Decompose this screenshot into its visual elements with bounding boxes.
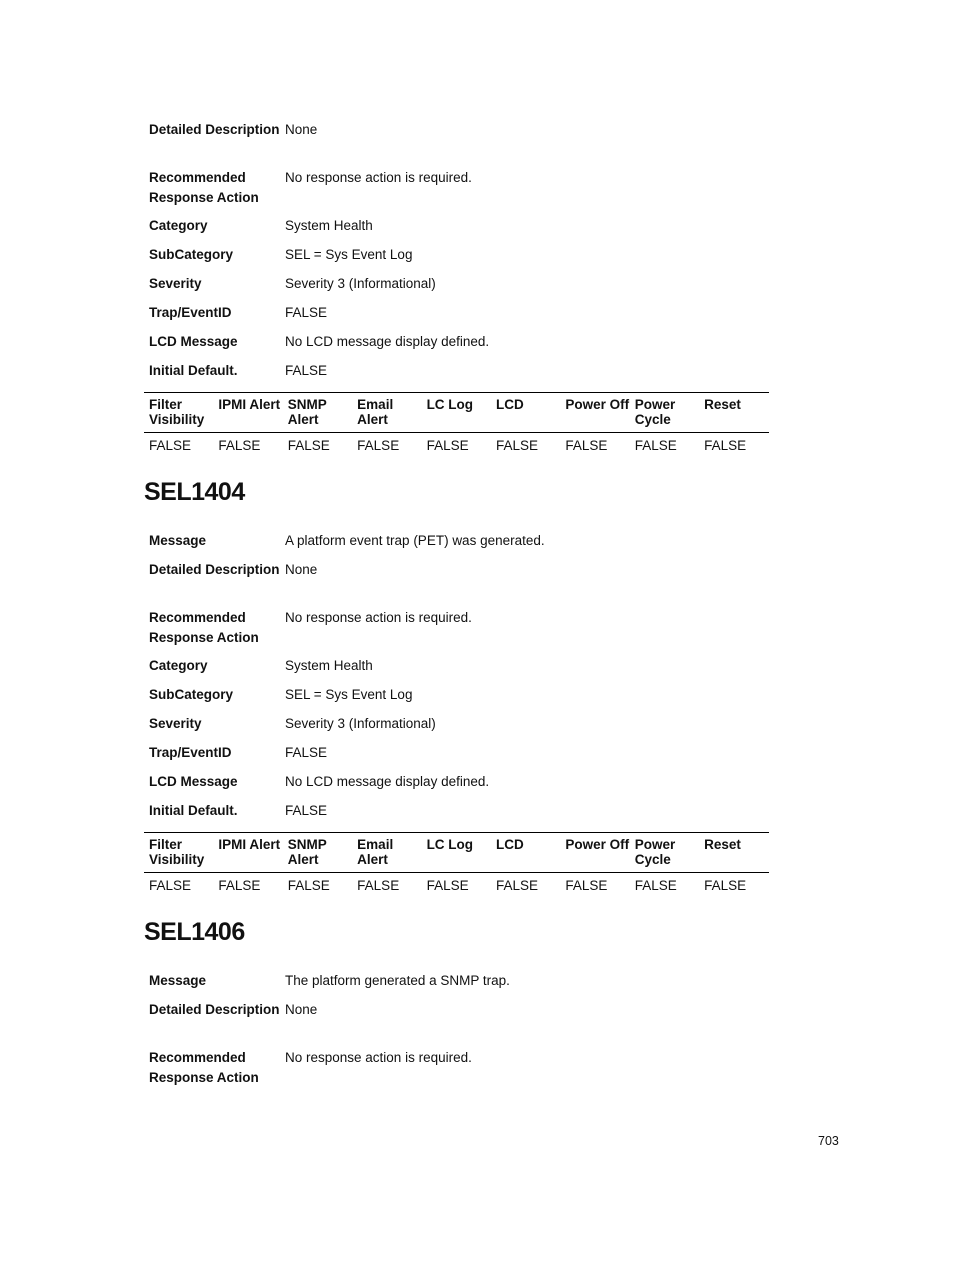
column-header: LCD (495, 397, 524, 412)
column-header: Reset (704, 837, 741, 852)
field-label: Recommended Response Action (149, 610, 259, 645)
section-title-sel1404: SEL1404 (144, 478, 245, 506)
detail-row-recommended-response-action (149, 1048, 769, 1096)
detail-row-recommended-response-action (149, 168, 769, 216)
detail-row-severity (149, 714, 769, 743)
detail-row-category (149, 216, 769, 245)
event-details-sel-previous (149, 120, 769, 390)
table-cell: FALSE (426, 878, 469, 893)
field-value: No response action is required. (285, 1050, 472, 1065)
detail-row-lcd-message (149, 772, 769, 801)
table-header-row (144, 393, 769, 433)
table-cell: FALSE (704, 438, 747, 453)
event-details-sel1406 (149, 971, 769, 1096)
field-value: System Health (285, 658, 373, 673)
table-cell: FALSE (218, 438, 261, 453)
table-cell: FALSE (495, 878, 538, 893)
detail-row-detailed-description (149, 560, 769, 608)
table-cell: FALSE (565, 438, 608, 453)
field-label: Category (149, 218, 208, 233)
field-value: SEL = Sys Event Log (285, 247, 413, 262)
column-header: Email Alert (357, 837, 394, 867)
table-cell: FALSE (495, 438, 538, 453)
page-number: 703 (818, 1134, 839, 1148)
table-cell: FALSE (357, 878, 400, 893)
field-value: System Health (285, 218, 373, 233)
alert-actions-table (144, 392, 769, 454)
field-value: None (285, 1002, 318, 1017)
detail-row-lcd-message (149, 332, 769, 361)
field-label: LCD Message (149, 774, 238, 789)
table-cell: FALSE (287, 878, 330, 893)
detail-row-message (149, 971, 769, 1000)
detail-row-initial-default (149, 361, 769, 390)
field-label: Category (149, 658, 208, 673)
column-header: Email Alert (357, 397, 394, 427)
detail-row-subcategory (149, 245, 769, 274)
table-cell: FALSE (287, 438, 330, 453)
column-header: Power Off (565, 397, 630, 412)
field-value: No response action is required. (285, 170, 472, 185)
column-header: LC Log (426, 837, 474, 852)
column-header: Power Cycle (634, 397, 676, 427)
detail-row-detailed-description (149, 1000, 769, 1048)
detail-row-category (149, 656, 769, 685)
field-label: Trap/EventID (149, 305, 232, 320)
field-label: Severity (149, 276, 202, 291)
field-value: No LCD message display defined. (285, 334, 490, 349)
field-label: Initial Default. (149, 803, 238, 818)
event-details-sel1404 (149, 531, 769, 830)
field-value: None (285, 562, 318, 577)
field-value: No LCD message display defined. (285, 774, 490, 789)
column-header: Filter Visibility (149, 397, 205, 427)
column-header: Power Off (565, 837, 630, 852)
field-value: FALSE (285, 745, 328, 760)
column-header: LC Log (426, 397, 474, 412)
field-label: Severity (149, 716, 202, 731)
detail-row-detailed-description (149, 120, 769, 168)
detail-row-message (149, 531, 769, 560)
field-value: FALSE (285, 305, 328, 320)
field-label: Detailed Description (149, 1002, 280, 1017)
field-value: Severity 3 (Informational) (285, 276, 436, 291)
field-label: Message (149, 533, 207, 548)
field-value: FALSE (285, 363, 328, 378)
field-label: Detailed Description (149, 122, 280, 137)
table-cell: FALSE (357, 438, 400, 453)
field-value: The platform generated a SNMP trap. (285, 973, 510, 988)
detail-row-severity (149, 274, 769, 303)
column-header: LCD (495, 837, 524, 852)
table-cell: FALSE (218, 878, 261, 893)
field-value: A platform event trap (PET) was generated. (285, 533, 545, 548)
column-header: Filter Visibility (149, 837, 205, 867)
field-label: Recommended Response Action (149, 1050, 259, 1085)
field-label: Recommended Response Action (149, 170, 259, 205)
column-header: Reset (704, 397, 741, 412)
detail-row-trap-event-id (149, 743, 769, 772)
field-value: No response action is required. (285, 610, 472, 625)
field-value: Severity 3 (Informational) (285, 716, 436, 731)
table-header-row (144, 833, 769, 873)
table-cell: FALSE (565, 878, 608, 893)
table-cell: FALSE (634, 878, 677, 893)
field-label: LCD Message (149, 334, 238, 349)
field-label: Detailed Description (149, 562, 280, 577)
detail-row-subcategory (149, 685, 769, 714)
alert-actions-table (144, 832, 769, 894)
table-cell: FALSE (426, 438, 469, 453)
column-header: Power Cycle (634, 837, 676, 867)
detail-row-recommended-response-action (149, 608, 769, 656)
column-header: SNMP Alert (287, 837, 327, 867)
table-cell: FALSE (149, 438, 192, 453)
detail-row-initial-default (149, 801, 769, 830)
table-row (144, 433, 769, 454)
column-header: IPMI Alert (218, 397, 281, 412)
table-row (144, 873, 769, 894)
field-label: Message (149, 973, 207, 988)
field-label: SubCategory (149, 247, 234, 262)
column-header: SNMP Alert (287, 397, 327, 427)
table-cell: FALSE (634, 438, 677, 453)
detail-row-trap-event-id (149, 303, 769, 332)
field-value: FALSE (285, 803, 328, 818)
field-value: None (285, 122, 318, 137)
column-header: IPMI Alert (218, 837, 281, 852)
table-cell: FALSE (704, 878, 747, 893)
field-label: Trap/EventID (149, 745, 232, 760)
field-label: SubCategory (149, 687, 234, 702)
field-value: SEL = Sys Event Log (285, 687, 413, 702)
table-cell: FALSE (149, 878, 192, 893)
section-title-sel1406: SEL1406 (144, 918, 245, 946)
field-label: Initial Default. (149, 363, 238, 378)
